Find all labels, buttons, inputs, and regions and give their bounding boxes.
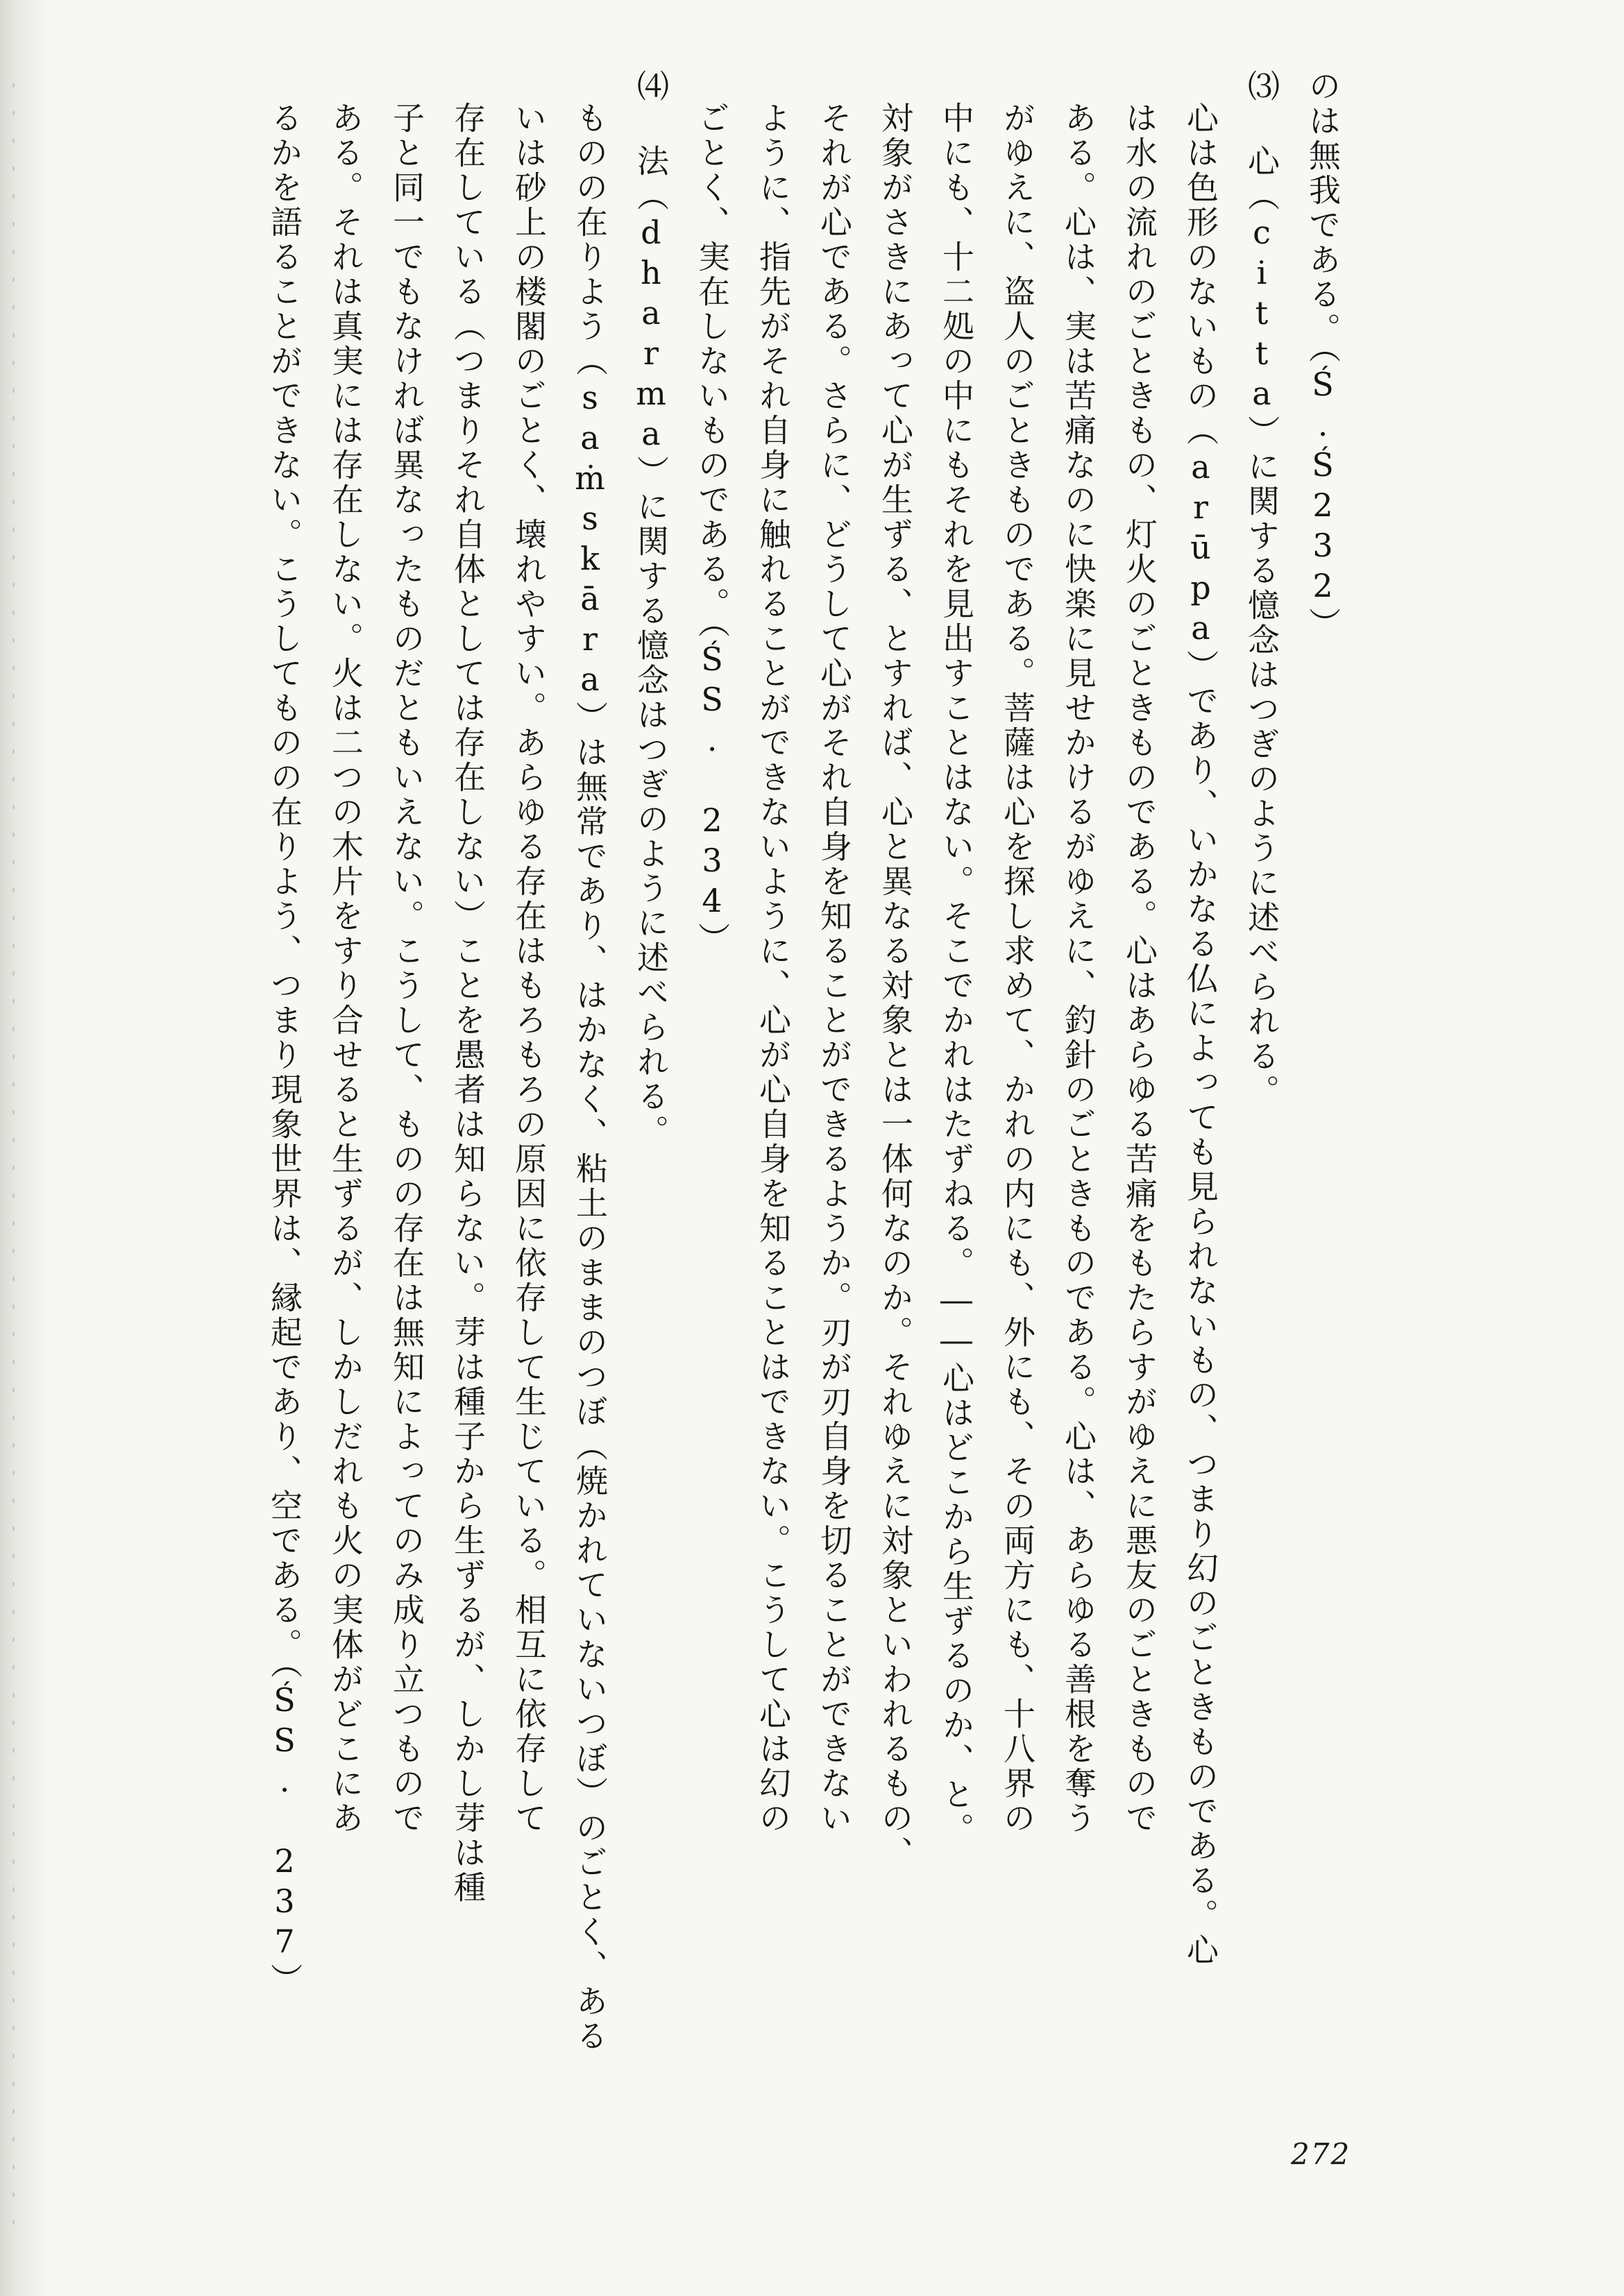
text-column: 中にも、十二処の中にもそれを見出すことはない。そこでかれはたずねる。――心はどこから生ずるのか、と。 <box>938 101 975 1847</box>
text-column: のは無我である。（Ś.Ś232） <box>1304 69 1342 642</box>
text-column: ある。それは真実には存在しない。火は二つの木片をすり合せると生ずるが、しかしだれも火の実体がどこにあ <box>327 101 364 1836</box>
text-column: ものの在りよう（saṁskāra）は無常であり、はかなく、粘土のままのつぼ（焼かれていないつぼ）のごとく、ある <box>571 101 609 2054</box>
vertical-text-body <box>14 69 1353 2082</box>
text-column: ある。心は、実は苦痛なのに快楽に見せかけるがゆえに、釣針のごときものである。心は、あらゆる善根を奪う <box>1060 101 1097 1836</box>
text-column: それが心である。さらに、どうして心がそれ自身を知ることができるようか。刃が刃自身を切ることができない <box>815 101 853 1836</box>
section-heading-4: ⑷ 法（dharma）に関する憶念はつぎのように述べられる。 <box>632 69 670 1149</box>
text-column: ように、指先がそれ自身に触れることができないように、心が心自身を知ることはできない。こうして心は幻の <box>754 101 792 1836</box>
text-column: 存在している（つまりそれ自体としては存在しない）ことを愚者は知らない。芽は種子から生ずるが、しかし芽は種 <box>449 101 487 1905</box>
text-column: るかを語ることができない。こうしてものの在りよう、つまり現象世界は、縁起であり、空である。（ŚS. 237） <box>266 101 303 1998</box>
text-column: いは砂上の楼閣のごとく、壊れやすい。あらゆる存在はもろもろの原因に依存して生じている。相互に依存して <box>510 101 548 1836</box>
text-column: 心は色形のないもの（arūpa）であり、いかなる仏によっても見られないもの、つまり幻のごときものである。心 <box>1182 101 1219 1968</box>
text-column: 対象がさきにあって心が生ずる、とすれば、心と異なる対象とは一体何なのか。それゆえに対象といわれるもの、 <box>877 101 914 1871</box>
page-number: 272 <box>1291 2137 1351 2171</box>
text-column: がゆえに、盗人のごときものである。菩薩は心を探し求めて、かれの内にも、外にも、その両方にも、十八界の <box>999 101 1036 1836</box>
text-column: は水の流れのごときもの、灯火のごときものである。心はあらゆる苦痛をもたらすがゆえに悪友のごときもので <box>1121 101 1158 1836</box>
section-heading-3: ⑶ 心（citta）に関する憶念はつぎのように述べられる。 <box>1243 69 1280 1109</box>
text-column: ごとく、実在しないものである。（ŚS. 234） <box>693 101 731 957</box>
text-column: 子と同一でもなければ異なったものだともいえない。こうして、ものの存在は無知によってのみ成り立つもので <box>388 101 425 1836</box>
